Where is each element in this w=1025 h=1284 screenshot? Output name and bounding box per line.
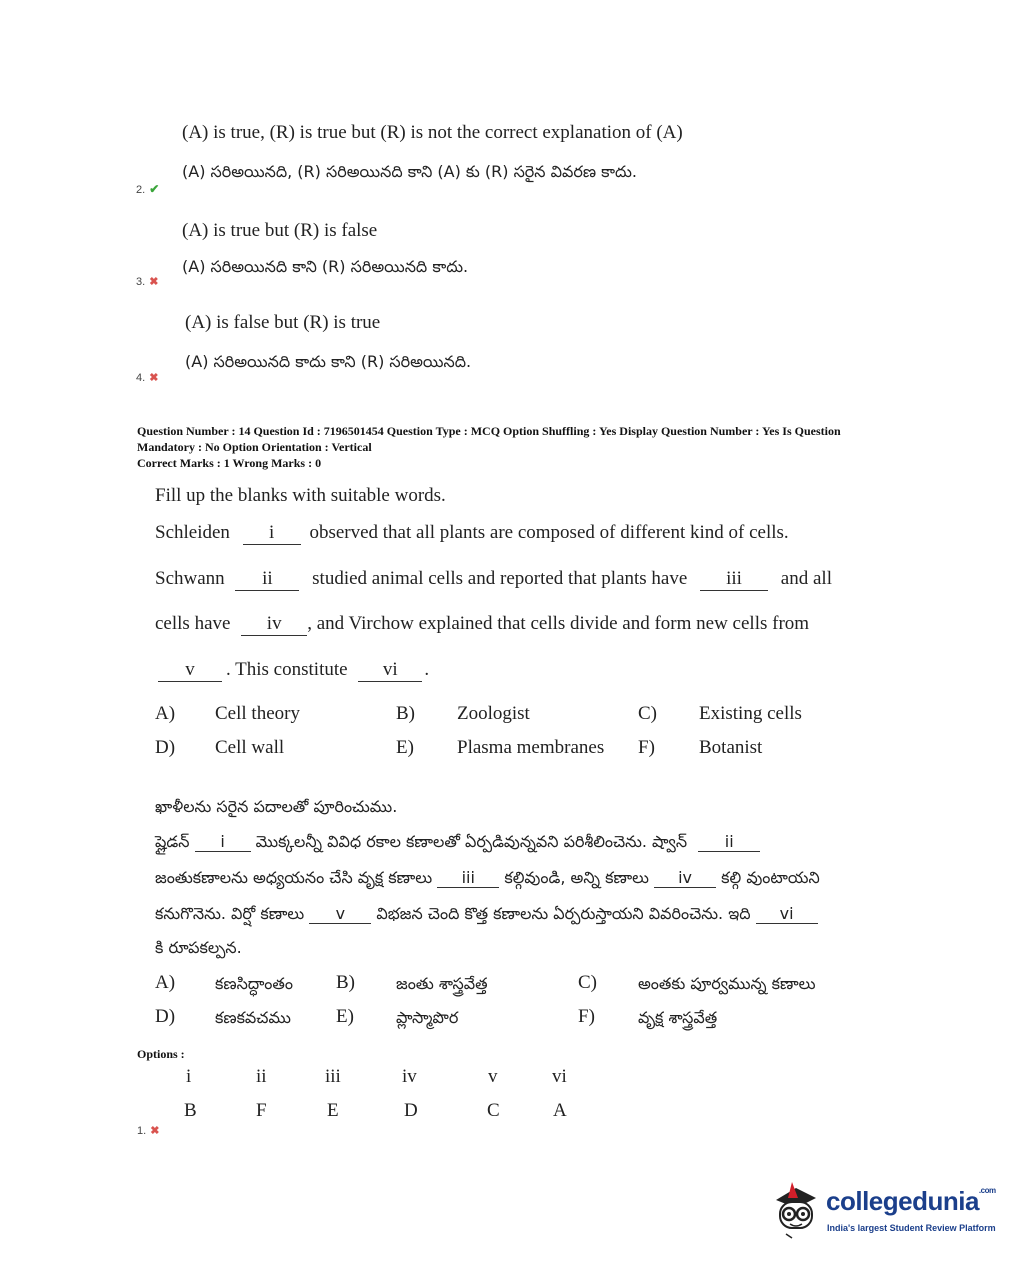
te-choice-f-key: F): [578, 1006, 595, 1027]
logo-suffix: .com: [978, 1186, 996, 1195]
option-2-marker: [136, 180, 159, 198]
te-text-l1a: ష్లైడన్: [155, 832, 190, 851]
text-s3b: , and Virchow explained that cells divide and form new cells from: [307, 613, 810, 634]
blank-i: i: [243, 522, 301, 545]
cross-icon: ✖: [149, 276, 159, 288]
text-s2c: and all: [780, 568, 832, 589]
mascot-icon: [766, 1176, 826, 1242]
instruction-english: Fill up the blanks with suitable words.: [155, 485, 446, 506]
options-header-row: [0, 1066, 1025, 1090]
cross-icon: ✖: [150, 1125, 160, 1137]
te-blank-v: v: [309, 904, 371, 924]
telugu-line-3: [155, 904, 818, 927]
options-answer-vi: A: [553, 1100, 567, 1121]
choice-b-key: B): [396, 703, 415, 724]
te-choice-b-key: B): [336, 972, 355, 993]
meta-line-1: Question Number : 14 Question Id : 7196501454 Question Type : MCQ Option Shuffling : Yes Display Question Number : Yes Is Question: [137, 424, 841, 438]
sentence-1: [155, 522, 789, 545]
te-choice-a-key: A): [155, 972, 176, 993]
te-choice-b-text: జంతు శాస్త్రవేత్త: [396, 974, 488, 993]
option-2-telugu: (A) సరిఅయినది, (R) సరిఅయినది కాని (A) కు (R) సరైన వివరణ కాదు.: [182, 162, 637, 181]
option-3-english: (A) is true but (R) is false: [182, 220, 378, 241]
choice-c-key: C): [638, 703, 657, 724]
options-header-v: v: [488, 1066, 498, 1087]
blank-v: v: [158, 659, 222, 682]
option-3-marker: [136, 272, 158, 290]
cross-icon: ✖: [149, 372, 159, 384]
te-text-l2c: కల్గి వుంటాయని: [721, 868, 820, 887]
options-header-iv: iv: [402, 1066, 417, 1087]
options-header-vi: vi: [552, 1066, 567, 1087]
telugu-line-1: [155, 832, 760, 855]
te-text-l2a: జంతుకణాలను అధ్యయనం చేసి వృక్ష కణాలు: [155, 868, 433, 887]
choice-d-text: Cell wall: [215, 737, 285, 758]
te-choice-a-text: కణసిద్ధాంతం: [215, 974, 293, 993]
sentence-3: [155, 613, 809, 636]
options-header-ii: ii: [256, 1066, 267, 1087]
text-s1b: observed that all plants are composed of different kind of cells.: [309, 522, 789, 543]
telugu-line-2: [155, 868, 820, 891]
options-answer-ii: F: [256, 1100, 267, 1121]
blank-ii: ii: [235, 568, 299, 591]
te-blank-vi: vi: [756, 904, 818, 924]
sentence-2: [155, 568, 832, 591]
te-choice-c-key: C): [578, 972, 597, 993]
choice-a-key: A): [155, 703, 176, 724]
options-answer-v: C: [487, 1100, 500, 1121]
options-number: 1.: [137, 1125, 147, 1137]
te-choice-f-text: వృక్ష శాస్త్రవేత్త: [638, 1008, 718, 1027]
options-answer-iii: E: [327, 1100, 339, 1121]
options-answer-i: B: [184, 1100, 197, 1121]
te-text-l1b: మొక్కలన్నీ వివిధ రకాల కణాలతో ఏర్పడివున్నవని పరిశీలించెను. ష్వాన్: [255, 832, 688, 851]
text-schleiden: Schleiden: [155, 522, 230, 543]
text-s2b: studied animal cells and reported that plants have: [312, 568, 688, 589]
choice-e-text: Plasma membranes: [457, 737, 605, 758]
choice-c-text: Existing cells: [699, 703, 802, 724]
blank-vi: vi: [358, 659, 422, 682]
blank-iv: iv: [241, 613, 307, 636]
options-marker: [137, 1121, 159, 1139]
options-header-iii: iii: [325, 1066, 341, 1087]
text-schwann: Schwann: [155, 568, 225, 589]
text-s4b: .: [424, 659, 430, 680]
te-blank-i: i: [195, 832, 251, 852]
te-choice-e-key: E): [336, 1006, 354, 1027]
te-text-l2b: కల్గివుండి, అన్ని కణాలు: [504, 868, 649, 887]
telugu-line-4: కి రూపకల్పన.: [155, 938, 242, 957]
option-2-english: (A) is true, (R) is true but (R) is not the correct explanation of (A): [182, 122, 683, 143]
text-s4a: . This constitute: [226, 659, 348, 680]
te-blank-ii: ii: [698, 832, 760, 852]
option-4-telugu: (A) సరిఅయినది కాదు కాని (R) సరిఅయినది.: [185, 352, 472, 371]
option-4-english: (A) is false but (R) is true: [185, 312, 381, 333]
options-answer-iv: D: [404, 1100, 418, 1121]
logo-tagline: India's largest Student Review Platform: [827, 1223, 996, 1233]
meta-line-3: Correct Marks : 1 Wrong Marks : 0: [137, 456, 322, 470]
choice-f-key: F): [638, 737, 655, 758]
meta-line-2: Mandatory : No Option Orientation : Vertical: [137, 440, 372, 454]
choice-b-text: Zoologist: [457, 703, 530, 724]
option-3-telugu: (A) సరిఅయినది కాని (R) సరిఅయినది కాదు.: [182, 257, 469, 276]
question-meta: [137, 423, 841, 471]
instruction-telugu: ఖాళీలను సరైన పదాలతో పూరించుము.: [155, 797, 398, 816]
logo-name: collegedunia: [826, 1186, 979, 1216]
choice-a-text: Cell theory: [215, 703, 300, 724]
te-choice-d-key: D): [155, 1006, 176, 1027]
option-2-number: 2.: [136, 184, 146, 196]
option-4-number: 4.: [136, 372, 146, 384]
options-label: Options :: [137, 1047, 185, 1061]
te-text-l3a: కనుగొనెను. విర్షో కణాలు: [155, 904, 305, 923]
sentence-4: [158, 659, 429, 682]
te-choice-d-text: కణకవచము: [215, 1008, 291, 1027]
te-blank-iii: iii: [437, 868, 499, 888]
choice-d-key: D): [155, 737, 176, 758]
te-choice-e-text: ప్లాస్మాపొర: [396, 1008, 459, 1027]
te-text-l3b: విభజన చెంది కొత్త కణాలను ఏర్పరుస్తాయని వివరించెను. ఇది: [376, 904, 751, 923]
choice-e-key: E): [396, 737, 414, 758]
check-icon: ✔: [149, 182, 160, 196]
te-choice-c-text: అంతకు పూర్వమున్న కణాలు: [638, 974, 816, 993]
text-cells-have: cells have: [155, 613, 231, 634]
te-blank-iv: iv: [654, 868, 716, 888]
option-3-number: 3.: [136, 276, 146, 288]
option-4-marker: [136, 368, 158, 386]
choice-f-text: Botanist: [699, 737, 763, 758]
options-header-i: i: [186, 1066, 192, 1087]
blank-iii: iii: [700, 568, 768, 591]
collegedunia-logo: [766, 1176, 996, 1246]
